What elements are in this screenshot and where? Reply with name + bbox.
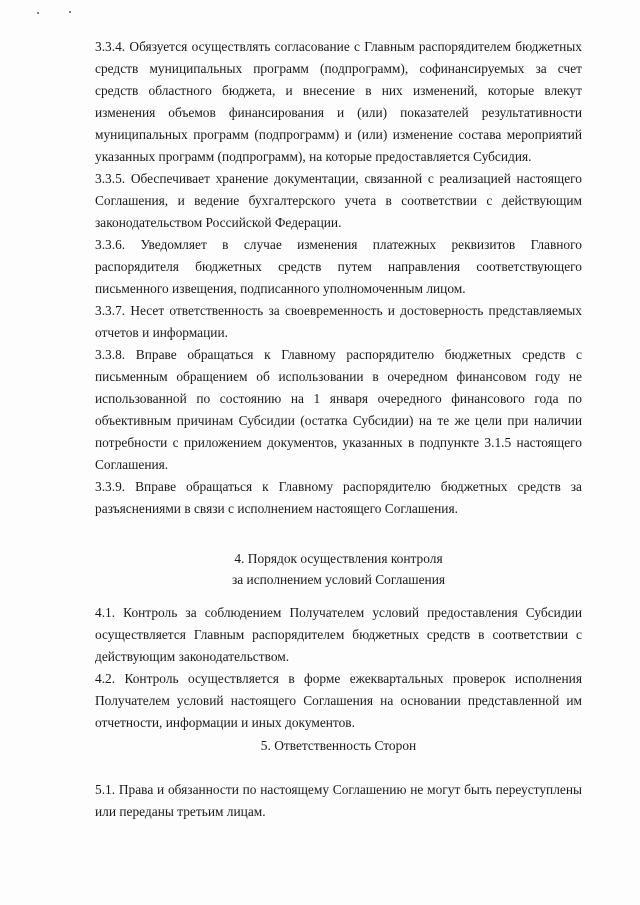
- section-4-heading-line-1: 4. Порядок осуществления контроля: [234, 551, 443, 566]
- scan-speck: [69, 11, 71, 13]
- paragraph-3-3-8: 3.3.8. Вправе обращаться к Главному распорядителю бюджетных средств с письменным обращением об использовании в очередном финансовом году не использованной по состоянию на 1 января очередного финансового года по объективным причинам Субсидии (остатка Субсидии) на те же цели при наличии потребности с приложением документов, указанных в подпункте 3.1.5 настоящего Соглашения.: [95, 347, 582, 472]
- paragraph-3-3-4: 3.3.4. Обязуется осуществлять согласование с Главным распорядителем бюджетных средств муниципальных программ (подпрограмм), софинансируемых за счет средств областного бюджета, и внесение в них изменений, которые влекут изменения объемов финансирования и (или) показателей результативности муниципальных программ (подпрограмм) и (или) изменение состава мероприятий указанных программ (подпрограмм), на которые предоставляется Субсидия.: [95, 39, 582, 164]
- scan-speck: [37, 12, 39, 14]
- section-5-body: [95, 779, 582, 823]
- paragraph-4-1: 4.1. Контроль за соблюдением Получателем условий предоставления Субсидии осуществляется Главным распорядителем бюджетных средств в соответствии с действующим законодательством.: [95, 605, 582, 664]
- paragraph-4-2: 4.2. Контроль осуществляется в форме ежеквартальных проверок исполнения Получателем условий настоящего Соглашения на основании представленной им отчетности, информации и иных документов.: [95, 671, 582, 730]
- section-4-heading: [95, 548, 582, 590]
- section-4-body: [95, 602, 582, 734]
- section-5-heading-text: 5. Ответственность Сторон: [260, 738, 417, 753]
- paragraph-3-3-7: 3.3.7. Несет ответственность за своевременность и достоверность представляемых отчетов и информации.: [95, 303, 582, 340]
- section-5-heading: [95, 735, 582, 756]
- paragraph-5-1: 5.1. Права и обязанности по настоящему Соглашению не могут быть переуступлены или переданы третьим лицам.: [95, 782, 582, 819]
- paragraph-3-3-5: 3.3.5. Обеспечивает хранение документации, связанной с реализацией настоящего Соглашения, и ведение бухгалтерского учета в соответствии с действующим законодательством Российской Федерации.: [95, 171, 582, 230]
- section-4-heading-line-2: за исполнением условий Соглашения: [231, 572, 446, 587]
- section-3-body: [95, 36, 582, 520]
- paragraph-3-3-9: 3.3.9. Вправе обращаться к Главному распорядителю бюджетных средств за разъяснениями в связи с исполнением настоящего Соглашения.: [95, 479, 582, 516]
- paragraph-3-3-6: 3.3.6. Уведомляет в случае изменения платежных реквизитов Главного распорядителя бюджетных средств путем направления соответствующего письменного извещения, подписанного уполномоченным лицом.: [95, 237, 582, 296]
